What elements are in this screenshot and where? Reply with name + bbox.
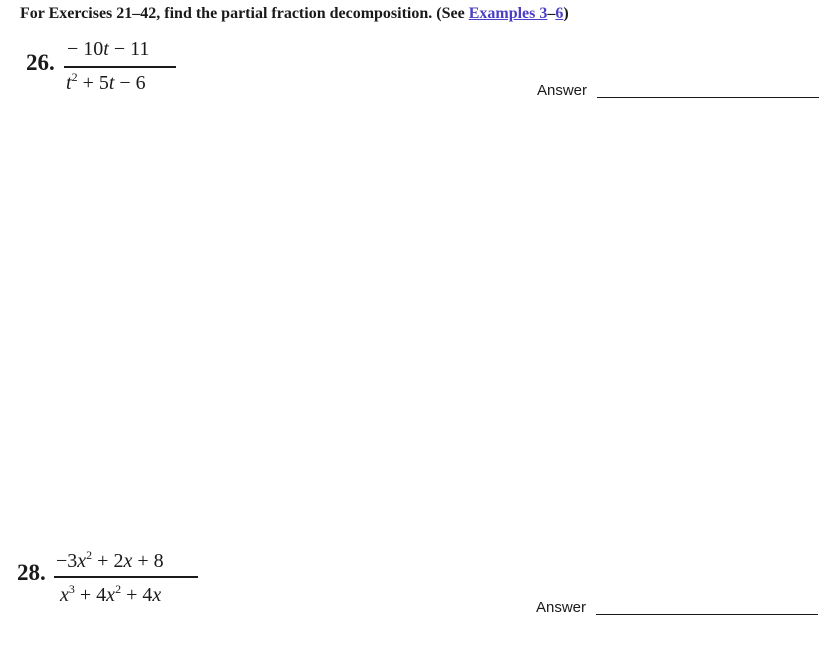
problem-26-answer-label: Answer [537,82,588,99]
instructions-close: ) [563,5,569,22]
examples-link-3[interactable]: Examples 3 [468,5,548,22]
problem-26-number: 26. [26,50,55,75]
link-dash: – [547,5,556,22]
instructions-text: For Exercises 21–42, find the partial fraction decomposition. (See [20,5,469,22]
problem-26-fraction [58,38,178,98]
problem-28-denominator: $x^3 + 4x^2 + 4x$ [60,582,162,606]
problem-28-fraction [52,548,202,608]
problem-26-numerator: − 10t − 11 [67,38,150,60]
problem-28-numerator: $-3x^2 + 2x + 8$ [56,548,164,572]
problem-26-fraction-bar [64,66,176,68]
instructions-header [20,5,569,23]
examples-link-6[interactable]: 6 [555,5,564,22]
problem-28-number: 28. [17,560,46,585]
problem-26-denominator: $t^2 + 5t - 6$ [66,70,146,94]
problem-28-answer-label: Answer [536,599,587,616]
problem-28-fraction-bar [54,576,198,578]
problem-28-answer-line[interactable] [596,614,818,615]
problem-26-answer-line[interactable] [597,97,819,98]
